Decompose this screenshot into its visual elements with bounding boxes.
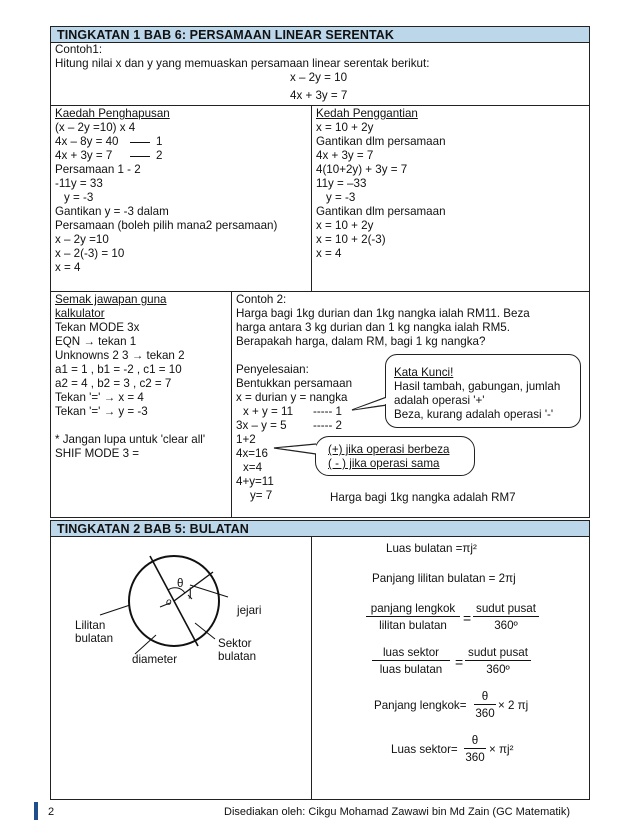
contoh1-eq1: x – 2y = 10 <box>290 71 348 84</box>
penggantian-line: Gantikan dlm persamaan <box>316 135 446 148</box>
penghapusan-line: Persamaan (boleh pilih mana2 persamaan) <box>55 219 278 232</box>
penghapusan-line: -11y = 33 <box>55 177 103 190</box>
penggantian-line: 11y = –33 <box>316 177 367 190</box>
penghapusan-line: y = -3 <box>64 191 94 204</box>
formula-5-num: θ <box>474 690 496 705</box>
contoh2-solution: x = durian y = nangka <box>236 391 348 404</box>
kalkulator-line: Tekan MODE 3x <box>55 321 140 334</box>
callout-1-pointer-cover <box>340 352 400 432</box>
penghapusan-line: Gantikan y = -3 dalam <box>55 205 169 218</box>
contoh2-solution: y= 7 <box>250 489 273 502</box>
marker-line-1 <box>130 142 150 143</box>
formula-4-num: luas sektor <box>372 646 450 661</box>
contoh2-dash-1: ----- 1 <box>313 405 342 418</box>
formula-6-frac <box>464 734 486 764</box>
formula-3-num: panjang lengkok <box>366 602 460 617</box>
penggantian-title: Kedah Penggantian <box>316 107 418 120</box>
formula-5-frac <box>474 690 496 720</box>
label-lilitan: bulatan <box>75 632 114 645</box>
formula-3-right <box>473 602 539 632</box>
kalkulator-line: EQN → tekan 1 <box>55 335 137 348</box>
contoh2-dash-2: ----- 2 <box>313 419 342 432</box>
contoh2-question: harga antara 3 kg durian dan 1 kg nangka ialah RM5. <box>236 321 510 334</box>
label-o: o <box>166 597 172 608</box>
callout-1-title: Kata Kunci! <box>394 366 454 379</box>
label-j: j <box>189 586 192 599</box>
contoh2-solution: Bentukkan persamaan <box>236 377 353 390</box>
penggantian-line: x = 10 + 2y <box>316 121 374 134</box>
formula-5-tail: × 2 πj <box>498 699 529 712</box>
kalkulator-line: Tekan '=' → y = -3 <box>55 405 148 418</box>
penggantian-line: x = 10 + 2(-3) <box>316 233 386 246</box>
formula-4-left <box>372 646 450 676</box>
penghapusan-line: 4x – 8y = 40 <box>55 135 119 148</box>
penghapusan-title: Kaedah Penghapusan <box>55 107 170 120</box>
section1-header: TINGKATAN 1 BAB 6: PERSAMAAN LINEAR SERENTAK <box>50 26 590 43</box>
circle-diagram <box>60 545 310 675</box>
callout-1-line: adalah operasi '+' <box>394 394 485 407</box>
contoh2-solution: 1+2 <box>236 433 256 446</box>
kalkulator-note: * Jangan lupa untuk 'clear all' <box>55 433 206 446</box>
footer-accent-bar <box>34 802 38 820</box>
kalkulator-line: Tekan '=' → x = 4 <box>55 391 144 404</box>
penghapusan-line: x – 2y =10 <box>55 233 109 246</box>
penggantian-line: 4(10+2y) + 3y = 7 <box>316 163 408 176</box>
contoh2-label: Contoh 2: <box>236 293 287 306</box>
penghapusan-line: x = 4 <box>55 261 81 274</box>
section2-header: TINGKATAN 2 BAB 5: BULATAN <box>50 520 590 537</box>
kalkulator-note: SHIF MODE 3 = <box>55 447 140 460</box>
marker-2: 2 <box>156 149 163 162</box>
formula-5-label: Panjang lengkok= <box>374 699 467 712</box>
marker-1: 1 <box>156 135 163 148</box>
callout-2-pointer <box>268 436 328 476</box>
label-sektor: bulatan <box>218 650 257 663</box>
penggantian-line: x = 10 + 2y <box>316 219 374 232</box>
formula-4-num: sudut pusat <box>465 646 531 661</box>
contoh2-solution: x=4 <box>243 461 263 474</box>
penghapusan-line: (x – 2y =10) x 4 <box>55 121 136 134</box>
penghapusan-line: x – 2(-3) = 10 <box>55 247 125 260</box>
callout-1-line: Hasil tambah, gabungan, jumlah <box>394 380 561 393</box>
penggantian-line: y = -3 <box>326 191 356 204</box>
contoh2-solution: 4x=16 <box>236 447 268 460</box>
kalkulator-line: Unknowns 2 3 → tekan 2 <box>55 349 185 362</box>
formula-luas: Luas bulatan =πj² <box>386 542 477 555</box>
contoh2-solution: 3x – y = 5 <box>236 419 287 432</box>
formula-6-tail: × πj² <box>489 743 514 756</box>
penghapusan-line: Persamaan 1 - 2 <box>55 163 141 176</box>
formula-3-den: lilitan bulatan <box>379 619 447 632</box>
penghapusan-line: 4x + 3y = 7 <box>55 149 113 162</box>
formula-3-den: 360º <box>494 619 518 632</box>
contoh1-eq2: 4x + 3y = 7 <box>290 89 348 102</box>
formula-5-den: 360 <box>475 707 495 720</box>
contoh1-question: Hitung nilai x dan y yang memuaskan persamaan linear serentak berikut: <box>55 57 430 70</box>
label-sektor: Sektor <box>218 637 252 650</box>
kalkulator-title: Semak jawapan guna <box>55 293 167 306</box>
label-diameter: diameter <box>132 653 178 666</box>
penggantian-line: 4x + 3y = 7 <box>316 149 374 162</box>
contoh2-solution: x + y = 11 <box>243 405 294 418</box>
contoh2-answer: Harga bagi 1kg nangka adalah RM7 <box>330 491 516 504</box>
footer-credit: Disediakan oleh: Cikgu Mohamad Zawawi bin Md Zain (GC Matematik) <box>224 806 571 818</box>
contoh2-solution: 4+y=11 <box>236 475 274 488</box>
formula-4-den: luas bulatan <box>379 663 443 676</box>
kalkulator-line: a1 = 1 , b1 = -2 , c1 = 10 <box>55 363 182 376</box>
contoh2-solution: Penyelesaian: <box>236 363 309 376</box>
penggantian-line: x = 4 <box>316 247 342 260</box>
formula-panjang: Panjang lilitan bulatan = 2πj <box>372 572 516 585</box>
formula-3-eq: = <box>463 610 472 626</box>
callout-2-line: ( - ) jika operasi sama <box>328 457 440 470</box>
formula-3-left <box>366 602 460 632</box>
contoh2-question: Berapakah harga, dalam RM, bagi 1 kg nangka? <box>236 335 486 348</box>
formula-6-num: θ <box>464 734 486 749</box>
kalkulator-title: kalkulator <box>55 307 105 320</box>
contoh2-question: Harga bagi 1kg durian dan 1kg nangka ialah RM11. Beza <box>236 307 530 320</box>
page-number: 2 <box>48 806 55 818</box>
formula-3-num: sudut pusat <box>473 602 539 617</box>
callout-1-line: Beza, kurang adalah operasi '-' <box>394 408 554 421</box>
penggantian-line: Gantikan dlm persamaan <box>316 205 446 218</box>
label-lilitan: Lilitan <box>75 619 106 632</box>
label-jejari: jejari <box>237 604 262 617</box>
formula-4-den: 360º <box>486 663 510 676</box>
label-theta: θ <box>177 577 184 590</box>
callout-2-line: (+) jika operasi berbeza <box>328 443 450 456</box>
marker-line-2 <box>130 156 150 157</box>
formula-4-right <box>465 646 531 676</box>
formula-4-eq: = <box>455 654 464 670</box>
formula-6-label: Luas sektor= <box>391 743 458 756</box>
formula-6-den: 360 <box>465 751 485 764</box>
contoh1-label: Contoh1: <box>55 43 103 56</box>
kalkulator-line: a2 = 4 , b2 = 3 , c2 = 7 <box>55 377 172 390</box>
